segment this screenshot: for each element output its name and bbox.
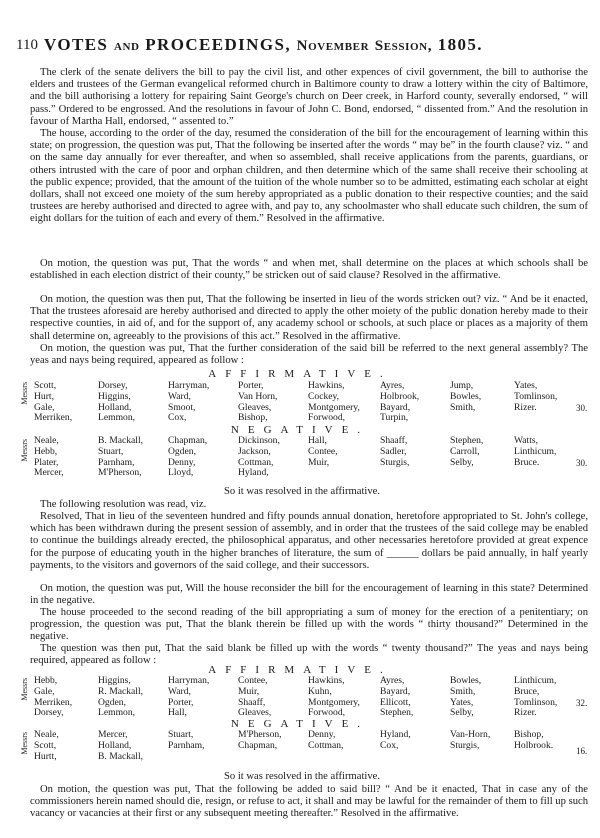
paragraph: The clerk of the senate delivers the bill to pay the civil list, and other expences of civil government, the bill to authorise the elders and trustees of the German evangelical reformed church in Baltimore county to draw a lottery within the city of Baltimore, and the bill authorising a lottery for repairing Saint George's church on Deer creek, in Harford county, severally endorsed, “ will pass.” Ordered to be engrossed. And the resolutions in favour of John C. Bond, endorsed, “ dissented from.” And the resolution in favour of Martha Hall, endorsed, “ assented to.” <box>30 67 588 127</box>
name-column: Jump, Bowles, Smith, <box>450 380 482 413</box>
name-column: M'Pherson, Chapman, <box>238 729 282 751</box>
name-column: Yates, Tomlinson, Rizer. <box>514 380 558 413</box>
vote-count: 30. <box>576 458 588 468</box>
name-column: Watts, Linthicum, Bruce. <box>514 435 557 468</box>
name-column: Neale, Scott, Hurtt, <box>34 729 59 762</box>
name-column: Hawkins, Kuhn, Montgomery, Forwood, <box>308 675 360 719</box>
paragraph: The house proceeded to the second reading of the bill appropriating a sum of money for the erection of a penitentiary; on progression, the question was put, That the blank therein be filled up with the words “ thirty thousand?” Determined in the negative. <box>30 607 588 643</box>
name-column: Porter, Van Horn, Gleaves, Bishop, <box>238 380 278 424</box>
name-column: Hebb, Gale, Merriken, Dorsey, <box>34 675 73 719</box>
name-column: Harryman, Ward, Smoot, Cox, <box>168 380 210 424</box>
page-number: 110 <box>16 37 38 53</box>
paragraph: On motion, the question was then put, That the following be inserted in lieu of the words stricken out? viz. “ And be it enacted, That the trustees aforesaid are hereby authorised and directed to apply the other moiety of the public donation hereby made to their respective counties, in aid of, and for the support of, any academy school or schools, at such place or places as a majority of them shall determine on, agreeably to the provisions of this act.” Resolved in the affirmative. <box>30 294 588 342</box>
paragraph: The house, according to the order of the day, resumed the consideration of the bill for the encouragement of learning within this state; on progression, the question was put, That the following be inserted after the words “ may be” in the fourth clause? viz. “ and on the same day annually for ever thereafter, and when so assembled, shall receive applications from the parents, guardians, or others intrusted with the care of poor and orphan children, and then determine which of the same shall receive their schooling at the public expence; provided, that the amount of the tuition of the whole number so to be admitted, estimating each scholar at eight dollars, shall not exceed one moiety of the sum hereby appropriated as a public donation to their respective counties; and the said trustees are hereby authorised and directed to agree with, and pay to, any schoolmaster who shall educate such children, the sum of eight dollars for the tuition of each and every of them.” Resolved in the affirmative. <box>30 128 588 225</box>
paragraph: On motion, the question was put, That the following be added to said bill? “ And be it enacted, That in case any of the commissioners herein named should die, resign, or refuse to act, it shall and may be lawful for the remainder of them to fill up such vacancy or vacancies at their first or any subsequent meeting thereafter.” Resolved in the affirmative. <box>30 784 588 820</box>
name-column: Chapman, Ogden, Denny, Lloyd, <box>168 435 208 479</box>
vote-result: So it was resolved in the affirmative. <box>223 771 381 782</box>
name-column: Hawkins, Cockey, Montgomery, Forwood, <box>308 380 360 424</box>
negative-names <box>34 436 574 479</box>
vote-count: 16. <box>576 746 588 756</box>
messrs-label: Messrs <box>20 678 29 701</box>
affirmative-heading: AFFIRMATIVE. <box>208 664 392 676</box>
name-column: Bowles, Smith, Yates, Selby, <box>450 675 482 719</box>
vote-result: So it was resolved in the affirmative. <box>223 486 381 497</box>
name-column: Linthicum, Bruce, Tomlinson, Rizer. <box>514 675 558 719</box>
vote-count: 32. <box>576 698 588 708</box>
affirmative-names <box>34 676 574 719</box>
vote-count: 30. <box>576 403 588 413</box>
name-column: Dorsey, Higgins, Holland, Lemmon, <box>98 380 136 424</box>
negative-heading: NEGATIVE. <box>230 424 370 436</box>
paragraph: On motion, the question was put, Will the house reconsider the bill for the encouragement of learning in this state? Determined in the negative. <box>30 583 588 607</box>
paragraph: On motion, the question was put, That the words “ and when met, shall determine on the places at which schools shall be established in each election district of their county,” be stricken out of said clause? Resolved in the affirmative. <box>30 258 588 282</box>
name-column: Scott, Hurt, Gale, Merriken, <box>34 380 73 424</box>
messrs-label: Messrs <box>20 439 29 462</box>
name-column: Harryman, Ward, Porter, Hall, <box>168 675 210 719</box>
page-header <box>16 34 588 56</box>
paragraph: The following resolution was read, viz. <box>40 499 207 510</box>
negative-heading: NEGATIVE. <box>230 718 370 730</box>
name-column: Hyland, Cox, <box>380 729 411 751</box>
paragraph: The question was then put, That the said blank be filled up with the words “ twenty thousand?” The yeas and nays being required, appeared as follow : <box>30 643 588 667</box>
running-title: VOTES and PROCEEDINGS, November Session, 1805. <box>44 35 483 54</box>
name-column: Mercer, Holland, B. Mackall, <box>98 729 144 762</box>
name-column: Ayres, Bayard, Ellicott, Stephen, <box>380 675 414 719</box>
name-column: Contee, Muir, Shaaff, Gleaves, <box>238 675 272 719</box>
name-column: Shaaff, Sadler, Sturgis, <box>380 435 410 468</box>
affirmative-names <box>34 381 574 424</box>
name-column: Dickinson, Jackson, Cottman, Hyland, <box>238 435 280 479</box>
messrs-label: Messrs <box>20 382 29 405</box>
name-column: Stephen, Carroll, Selby, <box>450 435 484 468</box>
name-column: Hall, Contee, Muir, <box>308 435 338 468</box>
name-column: Ayres, Holbrook, Bayard, Turpin, <box>380 380 420 424</box>
name-column: Van-Horn, Sturgis, <box>450 729 491 751</box>
name-column: Neale, Hebb, Plater, Mercer, <box>34 435 64 479</box>
paragraph: On motion, the question was put, That the further consideration of the said bill be referred to the next general assembly? The yeas and nays being required, appeared as follow : <box>30 343 588 367</box>
name-column: Bishop, Holbrook. <box>514 729 554 751</box>
name-column: B. Mackall, Stuart, Parnham, M'Pherson, <box>98 435 144 479</box>
name-column: Denny, Cottman, <box>308 729 344 751</box>
name-column: Stuart, Parnham, <box>168 729 205 751</box>
vote-table-2 <box>20 664 590 762</box>
paragraph: Resolved, That in lieu of the seventeen hundred and fifty pounds annual donation, heretofore appropriated to St. John's college, which has been withdrawn during the present session of assembly, and in order that the trustees of the said college may be enabled to continue the buildings already erected, the philosophical apparatus, and other necessaries heretofore provided at great expence for the purpose of educating youth in the higher branches of literature, the sum of ______ dollars be paid annually, in half yearly payments, to the visitors and governors of the said college, and their successors. <box>30 511 588 571</box>
negative-names <box>34 730 574 762</box>
affirmative-heading: AFFIRMATIVE. <box>208 368 392 380</box>
name-column: Higgins, R. Mackall, Ogden, Lemmon, <box>98 675 144 719</box>
vote-table-1 <box>20 368 590 479</box>
messrs-label: Messrs <box>20 732 29 755</box>
